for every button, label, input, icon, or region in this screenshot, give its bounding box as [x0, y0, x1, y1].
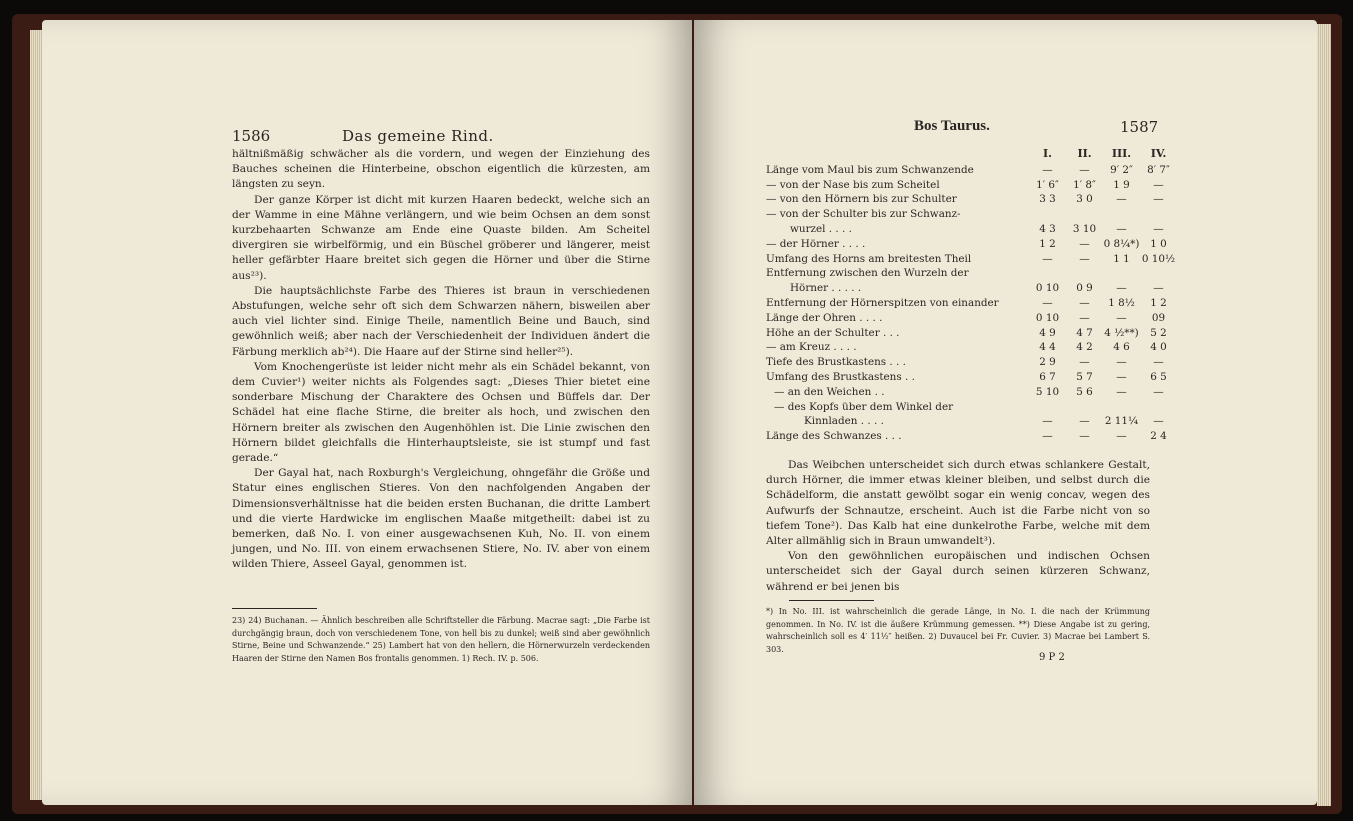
cell: —	[1079, 237, 1090, 250]
cell: 4 6	[1113, 341, 1130, 354]
cell: 4 2	[1076, 341, 1093, 354]
cell: —	[1116, 193, 1127, 206]
cell: —	[1079, 356, 1090, 369]
table-row	[766, 398, 1177, 413]
cell: —	[1116, 430, 1127, 443]
table-row	[766, 339, 1177, 354]
dimensions-table	[766, 146, 1177, 442]
footnote-rule-left	[232, 608, 317, 609]
row-label: Höhe an der Schulter . . .	[766, 326, 900, 339]
cell: —	[1116, 356, 1127, 369]
cell: 2 4	[1150, 430, 1167, 443]
cell: 2 9	[1039, 356, 1056, 369]
page-number-right: 1587	[1120, 118, 1159, 136]
cell: 6 5	[1150, 370, 1167, 383]
table-row	[766, 383, 1177, 398]
left-paragraph: Der ganze Körper ist dicht mit kurzen Haaren bedeckt, welche sich an der Wamme in eine Mähne verlängern, und wie beim Ochsen an dem sonst kurzbehaarten Schwanze am Ende eine Quaste bilden. Am Scheitel divergiren sie wirbelförmig, und ein Büschel gröberer und längerer, meist heller gefärbter Haare breitet sich gegen die Hörner und über die Stirne aus²³).	[232, 193, 650, 282]
cell: 5 10	[1035, 385, 1060, 398]
cell: 0 9	[1076, 282, 1093, 295]
table-row	[766, 161, 1177, 176]
cell: —	[1116, 222, 1127, 235]
column-header: IV.	[1150, 147, 1167, 160]
cell: —	[1079, 311, 1090, 324]
cell: —	[1042, 296, 1053, 309]
table-row	[766, 191, 1177, 206]
cell: 4 ½**)	[1104, 326, 1139, 339]
cell: —	[1153, 415, 1164, 428]
cell: 4 0	[1150, 341, 1167, 354]
table-row	[766, 279, 1177, 294]
cell: —	[1153, 385, 1164, 398]
column-header: III.	[1111, 147, 1132, 160]
table-row	[766, 205, 1177, 220]
cell: —	[1116, 370, 1127, 383]
cell: —	[1079, 296, 1090, 309]
running-title-left: Das gemeine Rind.	[342, 127, 494, 145]
page-number-left: 1586	[232, 127, 271, 145]
left-paragraph: Vom Knochengerüste ist leider nicht mehr als ein Schädel bekannt, von dem Cuvier¹) weiter nichts als Folgendes sagt: „Dieses Thier bietet eine sonderbare Mischung der Charaktere des Ochsen und Büffels dar. Der Schädel hat eine flache Stirne, die breiter als hoch, und zwischen den Hörnern breiter als zwischen den Augenhöhlen ist. Die Linie zwischen den Hörnern bildet gleichfalls die Hinterhauptsleiste, sie ist stumpf und fast gerade.“	[232, 360, 650, 465]
cell: —	[1042, 252, 1053, 265]
cell: —	[1079, 430, 1090, 443]
cell: 5 7	[1076, 370, 1093, 383]
row-label: — von den Hörnern bis zur Schulter	[766, 193, 957, 206]
cell: 09	[1151, 311, 1166, 324]
column-header: I.	[1043, 147, 1052, 160]
table-row	[766, 353, 1177, 368]
right-page-edges	[1317, 24, 1331, 806]
table-row	[766, 220, 1177, 235]
column-header: II.	[1077, 147, 1092, 160]
row-label: — des Kopfs über dem Winkel der	[774, 400, 954, 413]
left-paragraph: hältnißmäßig schwächer als die vordern, und wegen der Einziehung des Bauches scheinen die Hinterbeine, obschon eigentlich die kürzesten, am längsten zu seyn.	[232, 148, 650, 191]
table-row	[766, 324, 1177, 339]
cell: 1 9	[1113, 178, 1130, 191]
footnotes-right: *) In No. III. ist wahrscheinlich die gerade Länge, in No. I. die nach der Krümmung genommen. In No. IV. ist die äußere Krümmung gemessen. **) Diese Angabe ist zu gering, wahrscheinlich soll es 4′ 11½″ heißen. 2) Duvaucel bei Fr. Cuvier. 3) Macrae bei Lambert S. 303.	[766, 607, 1150, 654]
cell: 2 11¼	[1104, 415, 1139, 428]
cell: 4 4	[1039, 341, 1056, 354]
footnotes-left: 23) 24) Buchanan. — Ähnlich beschreiben alle Schriftsteller die Färbung. Macrae sagt: „Die Farbe ist durchgängig braun, doch von verschiedenem Tone, von hell bis zu dunkel; weiß sind aber gewöhnlich Stirne, Beine und Schwanzende.“ 25) Lambert hat von den hellern, die Hörnerwurzeln verdeckenden Haaren der Stirne den Namen Bos frontalis genommen. 1) Rech. IV. p. 506.	[232, 616, 650, 663]
table-row	[766, 235, 1177, 250]
cell: —	[1079, 415, 1090, 428]
table-row	[766, 368, 1177, 383]
cell: 6 7	[1039, 370, 1056, 383]
row-label: Umfang des Brustkastens . .	[766, 370, 915, 383]
row-label: Entfernung der Hörnerspitzen von einander	[766, 296, 999, 309]
row-label: — am Kreuz . . . .	[766, 341, 857, 354]
row-label: Länge der Ohren . . . .	[766, 311, 883, 324]
cell: 3 0	[1076, 193, 1093, 206]
cell: —	[1153, 282, 1164, 295]
cell: 9′ 2″	[1110, 163, 1133, 176]
cell: 1 1	[1113, 252, 1130, 265]
cell: —	[1116, 385, 1127, 398]
cell: 1 8½	[1108, 296, 1135, 309]
row-label: Länge vom Maul bis zum Schwanzende	[766, 163, 974, 176]
cell: 5 6	[1076, 385, 1093, 398]
cell: 0 10	[1035, 311, 1060, 324]
right-paragraph: Das Weibchen unterscheidet sich durch etwas schlankere Gestalt, durch Hörner, die immer etwas kleiner bleiben, und selbst durch die Schädelform, die anstatt gewölbt sogar ein wenig concav, wegen des Aufwurfs der Schnautze, erscheint. Auch ist die Farbe nicht von so tiefem Tone²). Das Kalb hat eine dunkelrothe Farbe, welche mit dem Alter allmählig sich in Braun umwandelt³).	[766, 459, 1150, 548]
cell: —	[1079, 163, 1090, 176]
right-page	[694, 20, 1317, 805]
cell: 1′ 6″	[1036, 178, 1059, 191]
cell: 0 8¼*)	[1103, 237, 1140, 250]
row-label: — an den Weichen . .	[774, 385, 885, 398]
cell: —	[1116, 282, 1127, 295]
table-row	[766, 413, 1177, 428]
row-label: Länge des Schwanzes . . .	[766, 430, 902, 443]
table-row	[766, 176, 1177, 191]
cell: 1 2	[1039, 237, 1056, 250]
printer-signature: 9 P 2	[1039, 652, 1065, 663]
cell: —	[1153, 193, 1164, 206]
right-body-text	[766, 458, 1150, 595]
left-page	[42, 20, 692, 805]
cell: —	[1079, 252, 1090, 265]
row-label: — von der Nase bis zum Scheitel	[766, 178, 940, 191]
row-label: Umfang des Horns am breitesten Theil	[766, 252, 972, 265]
footnote-rule-right	[789, 600, 874, 601]
left-paragraph: Der Gayal hat, nach Roxburgh's Vergleichung, ohngefähr die Größe und Statur eines englischen Stieres. Von den nachfolgenden Angaben der Dimensionsverhältnisse hat die beiden ersten Buchanan, die dritte Lambert und die vierte Hardwicke im englischen Maaße mitgetheilt: dabei ist zu bemerken, daß No. I. von einer ausgewachsenen Kuh, No. II. von einem jungen, und No. III. von einem erwachsenen Stiere, No. IV. aber von einem wilden Thiere, Asseel Gayal, genommen ist.	[232, 467, 650, 571]
cell: 4 7	[1076, 326, 1093, 339]
table-row	[766, 309, 1177, 324]
cell: —	[1153, 222, 1164, 235]
row-label: wurzel . . . .	[790, 222, 852, 235]
row-label: Entfernung zwischen den Wurzeln der	[766, 267, 969, 280]
cell: —	[1042, 415, 1053, 428]
row-label: — der Hörner . . . .	[766, 237, 866, 250]
table-row	[766, 265, 1177, 280]
left-body-text	[232, 147, 650, 573]
cell: 4 9	[1039, 326, 1056, 339]
cell: 3 3	[1039, 193, 1056, 206]
cell: —	[1042, 163, 1053, 176]
left-paragraph: Die hauptsächlichste Farbe des Thieres ist braun in verschiedenen Abstufungen, welche sehr oft sich dem Schwarzen nähern, bisweilen aber auch viel lichter sind. Einige Theile, namentlich Beine und Bauch, sind gewöhnlich weiß; aber nach der Verschiedenheit der Individuen ändert die Färbung merklich ab²⁴). Die Haare auf der Stirne sind heller²⁵).	[232, 284, 650, 358]
cell: —	[1116, 311, 1127, 324]
row-label: Tiefe des Brustkastens . . .	[766, 356, 906, 369]
row-label: Kinnladen . . . .	[804, 415, 884, 428]
row-label: — von der Schulter bis zur Schwanz-	[766, 208, 961, 221]
row-label: Hörner . . . . .	[790, 282, 862, 295]
cell: 3 10	[1072, 222, 1097, 235]
cell: 1′ 8″	[1073, 178, 1096, 191]
cell: 0 10	[1035, 282, 1060, 295]
cell: 8′ 7″	[1147, 163, 1170, 176]
cell: —	[1042, 430, 1053, 443]
running-title-right: Bos Taurus.	[914, 118, 990, 134]
cell: —	[1153, 356, 1164, 369]
table-row	[766, 294, 1177, 309]
cell: —	[1153, 178, 1164, 191]
cell: 4 3	[1039, 222, 1056, 235]
table-header-row	[766, 146, 1177, 161]
right-paragraph: Von den gewöhnlichen europäischen und indischen Ochsen unterscheidet sich der Gayal durch seinen kürzeren Schwanz, während er bei jenen bis	[766, 550, 1150, 593]
cell: 1 0	[1150, 237, 1167, 250]
cell: 0 10½	[1141, 252, 1176, 265]
cell: 5 2	[1150, 326, 1167, 339]
table-row	[766, 250, 1177, 265]
cell: 1 2	[1150, 296, 1167, 309]
table-row	[766, 427, 1177, 442]
